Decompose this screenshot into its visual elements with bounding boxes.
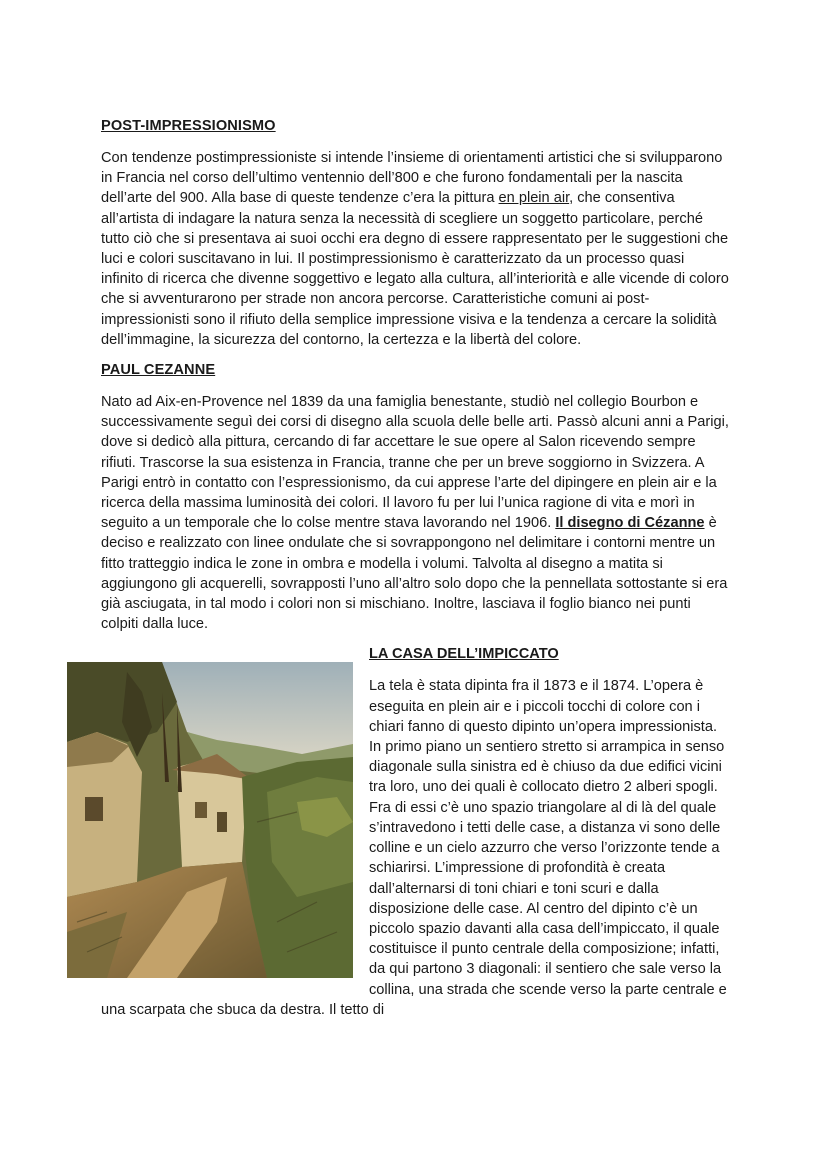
figure-title: LA CASA DELL’IMPICCATO — [369, 646, 559, 663]
paragraph-post-impressionismo — [101, 148, 729, 350]
figure-block — [101, 644, 729, 1019]
section-title-post-impressionismo: POST-IMPRESSIONISMO — [101, 118, 276, 134]
paragraph-text: , che consentiva all’artista di indagare la natura senza la necessità di scegliere un soggetto particolare, perché tutto ciò che si presentava ai suoi occhi era degno di essere rappresentato per le suggestioni che luci e colori suscitavano in lui. Il postimpressionismo è caratterizzato da un processo quasi infinito di ricerca che divenne soggettivo e legato alla cultura, all’interiorità e alle vicende di coloro che si avventurarono per strade non ancora percorse. Caratteristiche comuni ai post-impressionisti sono il rifiuto della semplice impressione visiva e la tendenza a cercare la solidità dell’immagine, la sicurezza del contorno, la certezza e la libertà del colore. — [101, 190, 729, 348]
paragraph-text: Con tendenze postimpressioniste si intende l’insieme di orientamenti artistici che si svilupparono in Francia nel corso dell’ultimo ventennio dell’800 e che furono fondamentali per la nascita dell’arte del 900. Alla base di queste tendenze c’era la pittura — [101, 150, 723, 207]
section-title-paul-cezanne: PAUL CEZANNE — [101, 362, 216, 379]
paragraph-paul-cezanne — [101, 392, 729, 634]
painting-image — [67, 662, 353, 978]
plein-air-link[interactable]: en plein air — [498, 190, 570, 207]
disegno-cezanne-link[interactable]: Il disegno di Cézanne — [555, 515, 705, 532]
paragraph-text: Nato ad Aix-en-Provence nel 1839 da una famiglia benestante, studiò nel collegio Bourbon e successivamente seguì dei corsi di disegno alla scuola delle belle arti. Passò alcuni anni a Parigi, dove si dedicò alla pittura, cercando di far accettare le sue opere al Salon ricevendo sempre rifiuti. Trascorse la sua esistenza in Francia, tranne che per un breve soggiorno in Svizzera. A Parigi entrò in contatto con l’espressionismo, da cui apprese l’arte del dipingere en plein air e la ricerca della massima luminosità dei colori. Il lavoro fu per lui l’unica ragione di vita e morì in seguito a un temporale che lo colse mentre stava lavorando nel 1906. — [101, 394, 729, 532]
painting-illustration — [67, 662, 353, 978]
document-content — [101, 116, 729, 1030]
figure-description: La tela è stata dipinta fra il 1873 e il 1874. L’opera è eseguita en plein air e i piccoli tocchi di colore con i chiari fanno di questo dipinto un’opera impressionista. In primo piano un sentiero stretto si arrampica in senso diagonale sulla sinistra ed è chiuso da due edifici vicini tra loro, uno dei quali è collocato dietro 2 alberi spogli. Fra di essi c’è uno spazio triangolare al di là del quale s’intravedono i tetti delle case, a distanza vi sono delle colline e un cielo azzurro che verso l’orizzonte tende a schiarirsi. L’impressione di profondità è creata dall’alternarsi di toni chiari e toni scuri e dalla disposizione delle case. Al centro del dipinto c’è un piccolo spazio davanti alla casa dell’impiccato, il quale costituisce il punto centrale della composizione; infatti, da qui partono 3 diagonali: il sentiero che sale verso la collina, una strada che scende verso la parte centrale e una scarpata che sbuca da destra. Il tetto di — [101, 678, 727, 1018]
paragraph-text: è deciso e realizzato con linee ondulate che si sovrappongono nel delimitare i contorni mentre un fitto tratteggio indica le zone in ombra e modella i volumi. Talvolta al disegno a matita si aggiungono gli acquerelli, sovrapposti l’uno all’altro solo dopo che la pennellata sottostante si era già asciugata, in tal modo i colori non si mischiano. Inoltre, lasciava il foglio bianco nei punti colpiti dalla luce. — [101, 515, 728, 633]
